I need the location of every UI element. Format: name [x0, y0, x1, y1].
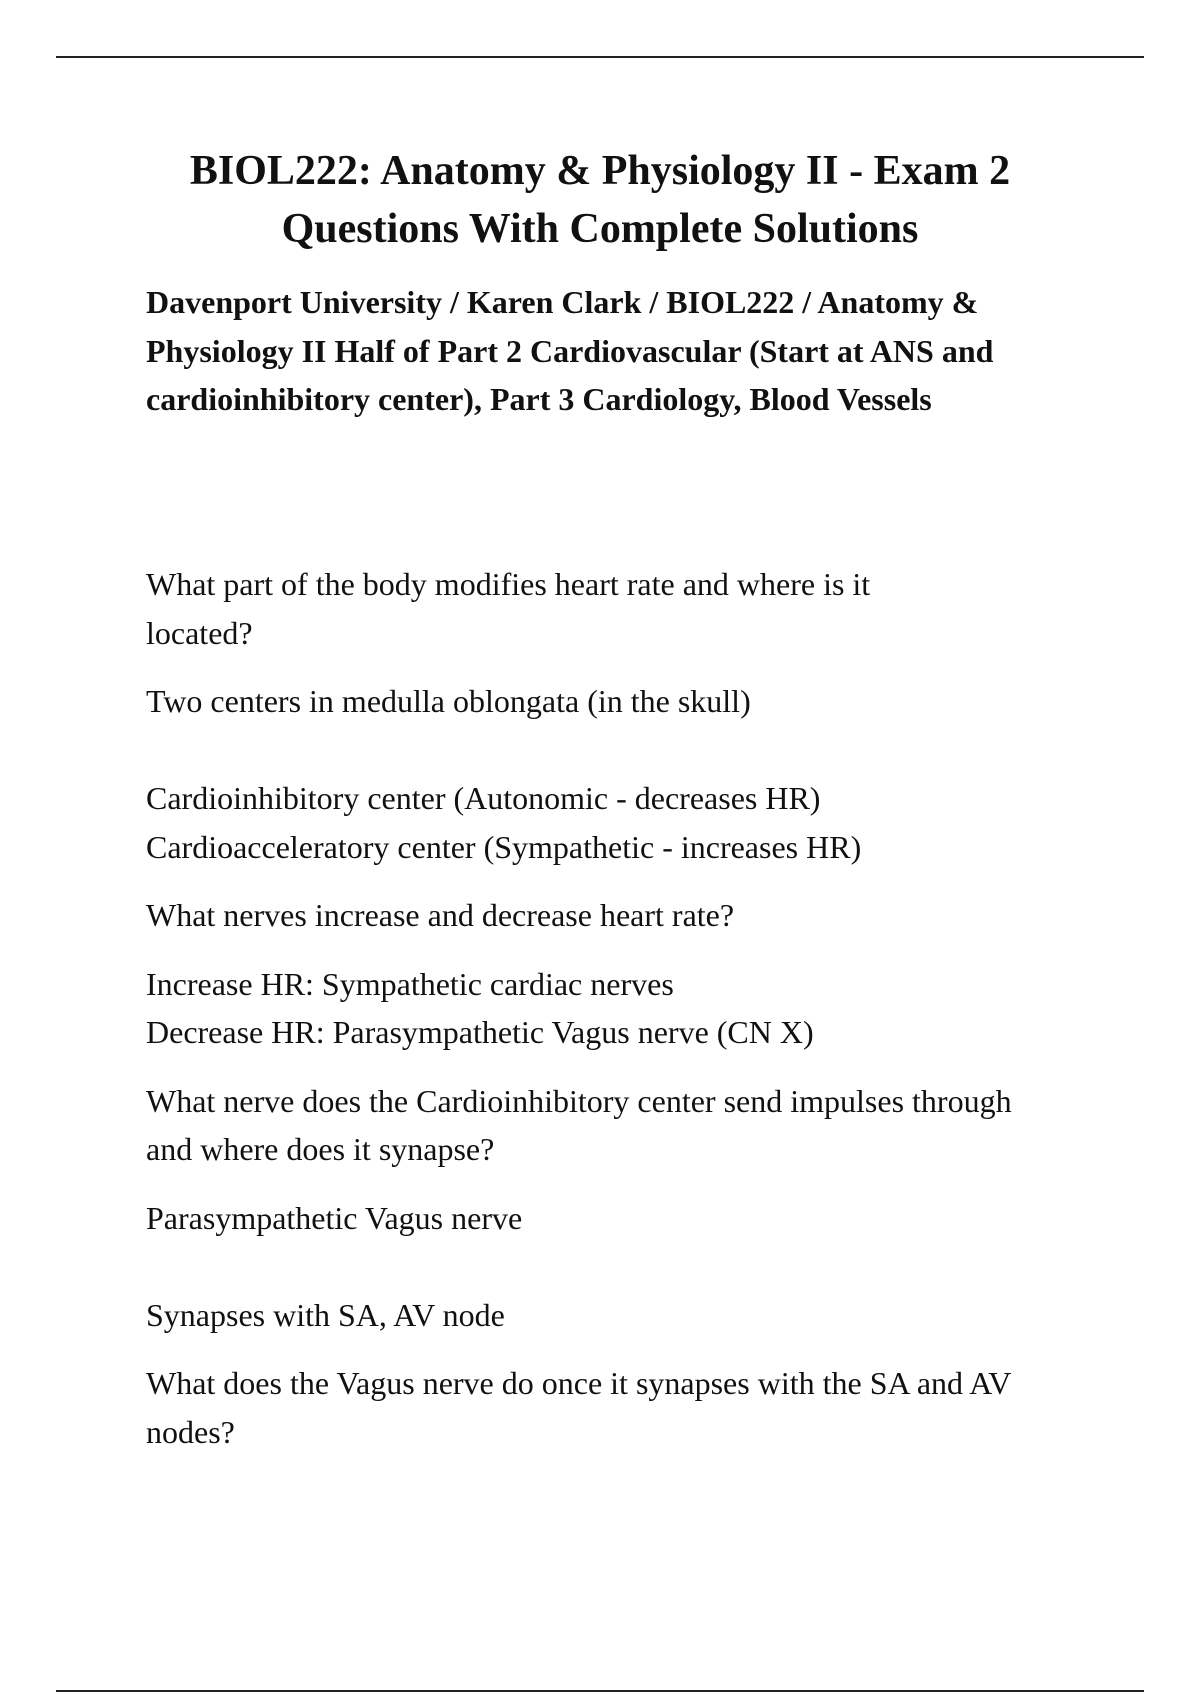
question-2: What nerves increase and decrease heart rate?	[146, 897, 735, 933]
course-subtitle: Davenport University / Karen Clark / BIOL222 / Anatomy & Physiology II Half of Part 2 Cardiovascular (Start at ANS and cardioinhibitory center), Part 3 Cardiology, Blood Vessels	[146, 284, 994, 417]
qa-list	[146, 560, 1106, 1476]
title-line-1: BIOL222: Anatomy & Physiology II - Exam 2	[189, 148, 1011, 194]
answer-1	[146, 677, 1106, 871]
answer-3	[146, 1194, 1106, 1340]
answer-2-line-1: Increase HR: Sympathetic cardiac nerves	[146, 965, 674, 1002]
title-line-2: Questions With Complete Solutions	[281, 206, 919, 252]
answer-3-line-3: Synapses with SA, AV node	[146, 1296, 505, 1333]
answer-1-line-1: Two centers in medulla oblongata (in the skull)	[146, 683, 751, 719]
top-rule	[56, 56, 1144, 58]
question-1: What part of the body modifies heart rate and where is it located?	[146, 566, 871, 651]
answer-1-line-4: Cardioacceleratory center (Sympathetic - increases HR)	[146, 828, 862, 865]
bottom-rule	[56, 1690, 1144, 1692]
answer-2-line-2: Decrease HR: Parasympathetic Vagus nerve (CN X)	[146, 1014, 814, 1050]
answer-1-line-3: Cardioinhibitory center (Autonomic - decreases HR)	[146, 780, 821, 816]
question-4: What does the Vagus nerve do once it synapses with the SA and AV nodes?	[146, 1365, 1011, 1450]
answer-2	[146, 960, 1106, 1057]
answer-3-blank-line	[146, 1242, 1106, 1291]
document-title	[100, 142, 1100, 258]
answer-3-line-1: Parasympathetic Vagus nerve	[146, 1199, 523, 1236]
answer-1-blank-line	[146, 726, 1106, 775]
question-3: What nerve does the Cardioinhibitory center send impulses through and where does it synapse?	[146, 1082, 1012, 1167]
